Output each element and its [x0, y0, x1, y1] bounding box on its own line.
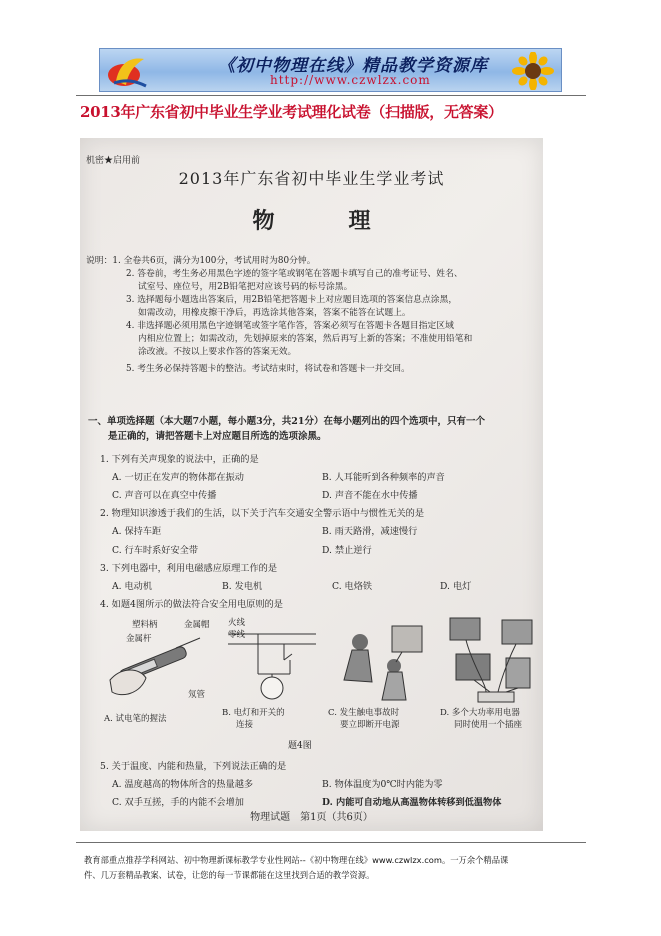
option-a: A. 温度越高的物体所含的热量越多 [112, 779, 254, 790]
footer-divider [76, 842, 586, 843]
caption-b-line1: B. 电灯和开关的 [222, 708, 285, 718]
section-heading: 是正确的，请把答题卡上对应题目所选的选项涂黑。 [108, 431, 327, 442]
section-heading: 一、单项选择题（本大题7小题，每小题3分，共21分）在每小题列出的四个选项中，只有一个 [88, 416, 485, 427]
option-b: B. 发电机 [222, 581, 263, 592]
question-stem: 1. 下列有关声现象的说法中，正确的是 [100, 454, 259, 465]
label-neutral-wire: 零线 [228, 630, 246, 640]
option-a: A. 一切正在发声的物体都在振动 [112, 472, 244, 483]
option-d: D. 声音不能在水中传播 [322, 490, 418, 501]
label-live-wire: 火线 [228, 618, 246, 628]
banner-url[interactable]: http://www.czwlzx.com [270, 73, 431, 87]
caption-c-line1: C. 发生触电事故时 [328, 708, 400, 718]
option-d: D. 电灯 [440, 581, 472, 592]
instruction-line: 3. 选择题每小题选出答案后，用2B铅笔把答题卡上对应题目选项的答案信息点涂黑， [126, 295, 458, 305]
option-d: D. 内能可自动地从高温物体转移到低温物体 [322, 797, 502, 808]
caption-b-line2: 连接 [236, 720, 254, 730]
site-logo-icon [106, 53, 150, 89]
overloaded-socket-illustration [446, 614, 538, 710]
exam-subject: 物 理 [252, 208, 397, 234]
caption-a: A. 试电笔的握法 [104, 714, 167, 724]
option-b: B. 雨天路滑，减速慢行 [322, 526, 418, 537]
page-footer: 物理试题 第1页（共6页） [250, 812, 373, 823]
instruction-line: 4. 非选择题必须用黑色字迹钢笔或签字笔作答，答案必须写在答题卡各题目指定区域 [126, 321, 454, 331]
sunflower-icon [509, 52, 557, 90]
site-banner [99, 48, 562, 92]
figure-4 [100, 608, 540, 738]
option-b: B. 人耳能听到各种频率的声音 [322, 472, 445, 483]
question-stem: 5. 关于温度、内能和热量，下列说法正确的是 [100, 761, 287, 772]
scanned-exam-page [80, 138, 543, 831]
promo-text [84, 853, 584, 883]
instruction-line: 内相应位置上；如需改动，先划掉原来的答案，然后再写上新的答案；不准使用铅笔和 [138, 334, 473, 344]
option-c: C. 电烙铁 [332, 581, 373, 592]
option-c: C. 双手互搓，手的内能不会增加 [112, 797, 244, 808]
caption-c-line2: 要立即断开电源 [340, 720, 400, 730]
promo-line-1: 教育部重点推荐学科网站、初中物理新课标教学专业性网站--《初中物理在线》www.czwlzx.com。一万余个精品课 [84, 855, 509, 865]
instruction-line: 说明：1. 全卷共6页，满分为100分，考试用时为80分钟。 [86, 256, 316, 266]
option-a: A. 电动机 [112, 581, 153, 592]
exam-title: 2013年广东省初中毕业生学业考试 [178, 169, 445, 188]
instruction-line: 如需改动，用橡皮擦干净后，再选涂其他答案，答案不能答在试题上。 [138, 308, 411, 318]
option-b: B. 物体温度为0℃时内能为零 [322, 779, 443, 790]
instruction-line: 5. 考生务必保持答题卡的整洁。考试结束时，将试卷和答题卡一并交回。 [126, 364, 410, 374]
banner-title: 《初中物理在线》精品教学资源库 [218, 56, 488, 76]
instruction-line: 试室号、座位号，用2B铅笔把对应该号码的标号涂黑。 [138, 282, 353, 292]
caption-d-line2: 同时使用一个插座 [454, 720, 523, 730]
question-stem: 3. 下列电器中，利用电磁感应原理工作的是 [100, 563, 278, 574]
caption-d-line1: D. 多个大功率用电器 [440, 708, 520, 718]
option-a: A. 保持车距 [112, 526, 162, 537]
label-plastic-handle: 塑料柄 [132, 620, 158, 630]
option-c: C. 行车时系好安全带 [112, 545, 199, 556]
shock-rescue-illustration [332, 620, 428, 706]
instruction-line: 涂改液。不按以上要求作答的答案无效。 [138, 347, 297, 357]
option-c: C. 声音可以在真空中传播 [112, 490, 217, 501]
question-stem: 2. 物理知识渗透于我们的生活，以下关于汽车交通安全警示语中与惯性无关的是 [100, 508, 425, 519]
option-d: D. 禁止逆行 [322, 545, 372, 556]
question-stem: 4. 如题4图所示的做法符合安全用电原则的是 [100, 599, 283, 610]
label-metal-rod: 金属杆 [126, 634, 152, 644]
label-metal-cap: 金属帽 [184, 620, 210, 630]
label-neon-tube: 氖管 [188, 690, 206, 700]
header-divider [76, 95, 586, 96]
instruction-line: 2. 答卷前，考生务必用黑色字迹的签字笔或钢笔在答题卡填写自己的准考证号、姓名、 [126, 269, 463, 279]
figure-caption: 题4图 [288, 741, 312, 751]
promo-line-2: 件、几万套精品教案、试卷，让您的每一节课都能在这里找到合适的教学资源。 [84, 870, 375, 880]
secret-mark: 机密★启用前 [86, 156, 141, 166]
page-headline: 2013年广东省初中毕业生学业考试理化试卷（扫描版，无答案） [80, 103, 503, 121]
